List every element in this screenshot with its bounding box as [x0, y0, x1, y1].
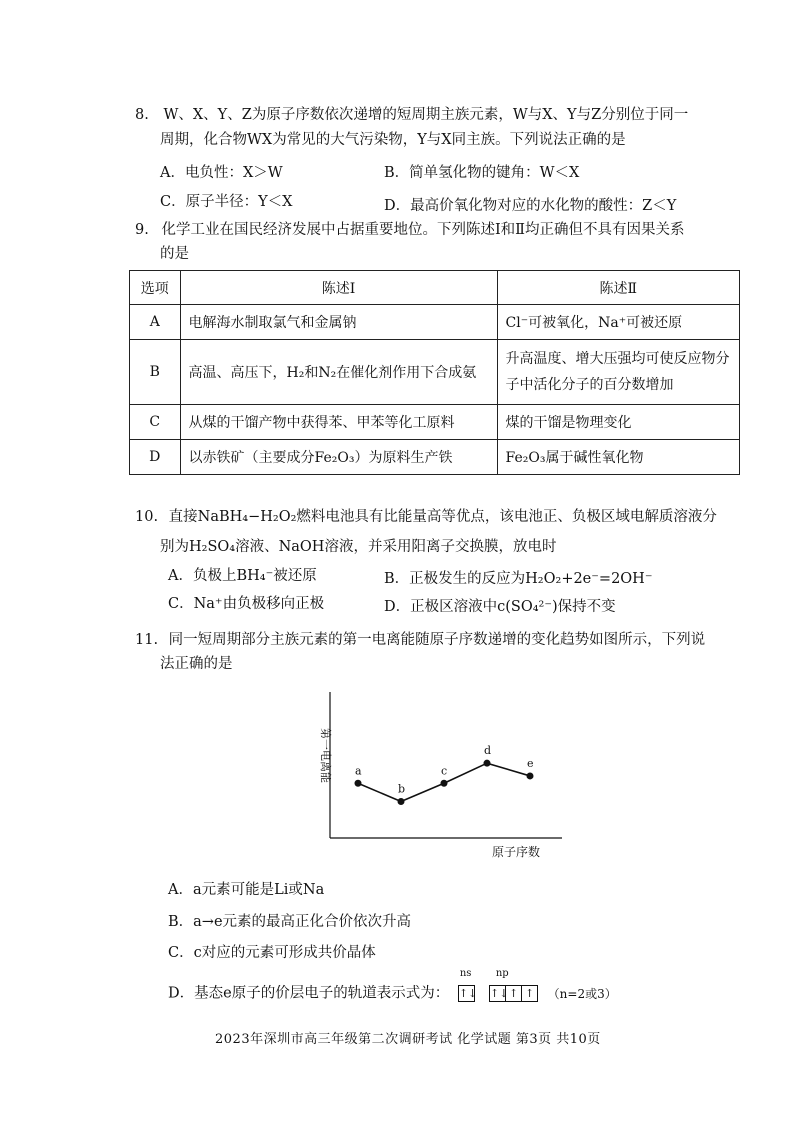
- data-point-b: [398, 798, 405, 805]
- table-cell-option: A: [130, 305, 181, 340]
- table-cell-option: B: [130, 340, 181, 405]
- q9-stem-line1: 化学工业在国民经济发展中占据重要地位。下列陈述Ⅰ和Ⅱ均正确但不具有因果关系: [161, 222, 685, 238]
- table-cell-statement-1: 高温、高压下，H₂和N₂在催化剂作用下合成氨: [180, 340, 497, 405]
- x-axis-label: 原子序数: [492, 845, 541, 859]
- q9-table: [129, 270, 740, 475]
- q10-option-d: D．正极区溶液中c(SO₄²⁻)保持不变: [384, 599, 616, 615]
- table-cell-statement-1: 从煤的干馏产物中获得苯、甲苯等化工原料: [180, 405, 497, 440]
- table-row: [130, 340, 740, 405]
- q11-stem-line1: 同一短周期部分主族元素的第一电离能随原子序数递增的变化趋势如图所示，下列说: [168, 632, 706, 648]
- table-cell-statement-2: Cl⁻可被氧化，Na⁺可被还原: [497, 305, 739, 340]
- q8-line1: [135, 103, 688, 128]
- q11-line1: [135, 628, 705, 653]
- ns-label: ns: [459, 968, 472, 979]
- data-point-e: [527, 772, 534, 779]
- q10-option-b: B．正极发生的反应为H₂O₂+2e⁻=2OH⁻: [384, 571, 653, 587]
- table-header-option: 选项: [130, 271, 181, 305]
- data-point-d: [484, 760, 491, 767]
- data-label-a: a: [355, 764, 362, 778]
- q11-stem-line2: 法正确的是: [160, 656, 233, 672]
- q8-stem-line1: W、X、Y、Z为原子序数依次递增的短周期主族元素，W与X、Y与Z分别位于同一: [163, 107, 689, 123]
- data-label-d: d: [484, 744, 492, 758]
- table-cell-statement-2: Fe₂O₃属于碱性氧化物: [497, 440, 739, 475]
- table-cell-option: C: [130, 405, 181, 440]
- table-header-statement-2: 陈述Ⅱ: [497, 271, 739, 305]
- data-label-b: b: [398, 782, 406, 796]
- table-cell-statement-2: 升高温度、增大压强均可使反应物分子中活化分子的百分数增加: [497, 340, 739, 405]
- q11-option-a: A．a元素可能是Li或Na: [168, 882, 325, 898]
- data-label-e: e: [527, 756, 534, 770]
- orbital-box: ↑: [521, 985, 538, 1002]
- table-cell-statement-1: 以赤铁矿（主要成分Fe₂O₃）为原料生产铁: [180, 440, 497, 475]
- orbital-box: ↑: [505, 985, 522, 1002]
- table-row: [130, 440, 740, 475]
- q10-line1: [135, 505, 717, 530]
- q11-option-c: C．c对应的元素可形成共价晶体: [168, 945, 376, 961]
- q8-number: 8.: [135, 107, 149, 123]
- q9-number: 9.: [135, 222, 149, 238]
- q10-option-c: C．Na⁺由负极移向正极: [168, 596, 325, 612]
- table-header-statement-1: 陈述Ⅰ: [180, 271, 497, 305]
- page-footer: 2023年深圳市高三年级第二次调研考试 化学试题 第3页 共10页: [215, 1032, 601, 1047]
- q9-stem-line2: 的是: [160, 246, 189, 262]
- data-point-c: [441, 780, 448, 787]
- q8-stem-line2: 周期，化合物WX为常见的大气污染物，Y与X同主族。下列说法正确的是: [160, 132, 626, 148]
- q8-option-b: B．简单氢化物的键角：W＜X: [384, 165, 580, 181]
- table-cell-statement-2: 煤的干馏是物理变化: [497, 405, 739, 440]
- q8-option-a: A．电负性：X＞W: [160, 165, 283, 181]
- orbital-box: ↑↓: [490, 986, 509, 1000]
- q10-number: 10.: [135, 509, 159, 525]
- y-axis-label: 第一电离能: [319, 728, 332, 783]
- data-label-c: c: [441, 764, 448, 778]
- np-label: np: [495, 968, 509, 979]
- q11-option-b: B．a→e元素的最高正化合价依次升高: [168, 914, 412, 930]
- ionization-energy-chart: [300, 690, 570, 860]
- q10-stem-line1: 直接NaBH₄−H₂O₂燃料电池具有比能量高等优点，该电池正、负极区域电解质溶液分: [168, 509, 717, 525]
- table-cell-option: D: [130, 440, 181, 475]
- orbital-box: ↑↓: [458, 986, 478, 1000]
- q11-option-d-text: D．基态e原子的价层电子的轨道表示式为：: [168, 985, 450, 1002]
- q10-option-a: A．负极上BH₄⁻被还原: [168, 568, 317, 584]
- q8-option-c: C．原子半径：Y＜X: [160, 194, 293, 210]
- q11-number: 11.: [135, 632, 159, 648]
- table-row: [130, 405, 740, 440]
- q8-option-d: D．最高价氧化物对应的水化物的酸性：Z＜Y: [384, 198, 677, 214]
- orbital-diagram: [458, 968, 537, 1006]
- table-row: [130, 305, 740, 340]
- table-cell-statement-1: 电解海水制取氯气和金属钠: [180, 305, 497, 340]
- data-points: [355, 744, 534, 805]
- q11-option-d-note: （n=2或3）: [547, 986, 617, 1001]
- q11-option-d: [168, 968, 617, 1007]
- data-point-a: [355, 780, 362, 787]
- q9-line1: [135, 218, 685, 243]
- q10-stem-line2: 别为H₂SO₄溶液、NaOH溶液，并采用阳离子交换膜，放电时: [160, 539, 557, 555]
